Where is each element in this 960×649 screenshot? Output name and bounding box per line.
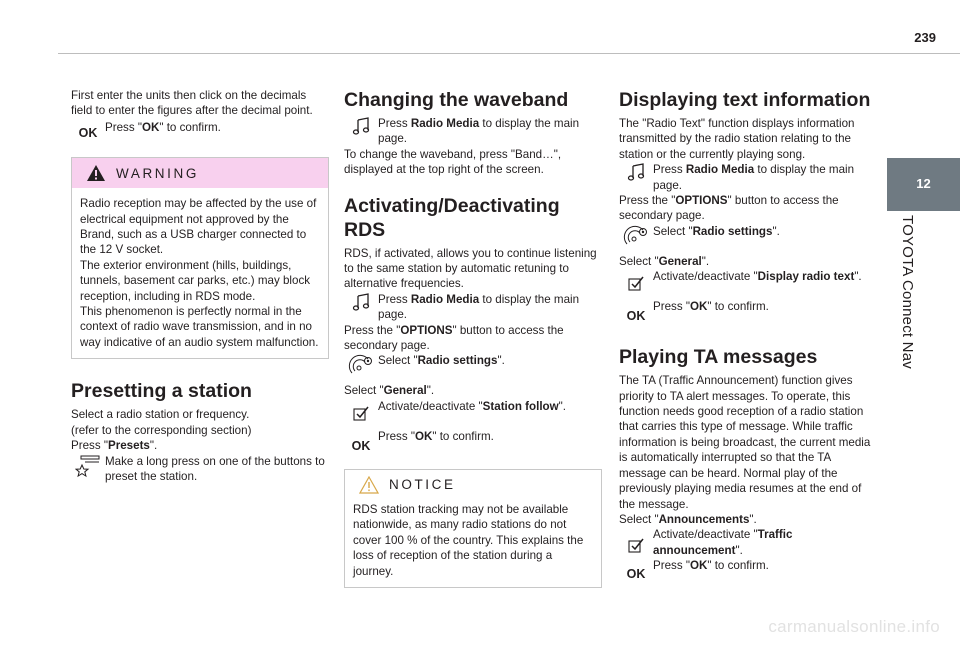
ok-icon: OK <box>78 125 98 140</box>
music-note-icon <box>352 116 370 136</box>
warning-triangle-icon <box>86 164 106 182</box>
preset-step <box>71 454 329 485</box>
presetting-press: Press "Presets". <box>71 439 158 453</box>
text-info-step-media <box>619 162 877 193</box>
waveband-step <box>344 116 602 147</box>
rds-step-settings <box>344 353 602 383</box>
decimal-intro: First enter the units then click on the decimals field to enter the figures after the decimal point. <box>71 89 313 118</box>
warning-box <box>71 157 329 359</box>
ok-step <box>71 120 329 141</box>
notice-header <box>345 470 601 500</box>
rds-ok-instruction: Press "OK" to confirm. <box>378 429 494 443</box>
text-info-step-settings <box>619 224 877 254</box>
text-info-settings-instruction: Select "Radio settings". <box>653 224 780 238</box>
ta-ok-instruction: Press "OK" to confirm. <box>653 559 769 573</box>
ta-toggle-instruction: Activate/deactivate "Traffic announcement". <box>653 528 793 557</box>
page-number: 239 <box>914 30 936 45</box>
radio-settings-icon <box>623 224 649 250</box>
column-3 <box>619 88 877 583</box>
rds-media-instruction: Press Radio Media to display the main page. <box>378 292 580 322</box>
ok-icon: OK <box>626 309 646 324</box>
ta-text: The TA (Traffic Announcement) function gives priority to TA alert messages. To operate, this function needs good reception of a radio station that carries this type of message. While traffic information is being broadcast, the current media is automatically interrupted so that the TA message can be heard. Normal play of the previously playing media resumes at the end of the message. <box>619 374 871 511</box>
radio-settings-icon <box>348 353 374 379</box>
warning-header <box>72 158 328 188</box>
text-info-general: Select "General". <box>619 254 710 268</box>
music-note-icon <box>627 162 645 182</box>
ok-icon: OK <box>626 567 646 582</box>
warning-p1: Radio reception may be affected by the use of electrical equipment not approved by the Brand, such as a USB charger connected to the 12 V socket. <box>80 197 317 257</box>
notice-body <box>345 500 601 587</box>
heading-waveband: Changing the waveband <box>344 89 569 111</box>
warning-p2: The exterior environment (hills, buildings, tunnels, basement car parks, etc.) may block reception, including in RDS mode. <box>80 258 311 303</box>
checkbox-icon <box>628 275 644 291</box>
watermark-footer: carmanualsonline.info <box>768 617 940 636</box>
notice-box <box>344 469 602 588</box>
text-info-step-ok <box>619 299 877 327</box>
text-info-toggle-instruction: Activate/deactivate "Display radio text". <box>653 270 862 284</box>
heading-presetting: Presetting a station <box>71 380 252 403</box>
checkbox-icon <box>628 537 644 553</box>
chapter-number: 12 <box>916 176 931 191</box>
checkbox-icon <box>353 405 369 421</box>
notice-text: RDS station tracking may not be available nationwide, as many radio stations do not cover 100 % of the country. This explains the loss of reception of the station during a journey. <box>353 502 584 578</box>
column-2 <box>344 88 602 588</box>
music-note-icon <box>352 292 370 312</box>
rds-settings-instruction: Select "Radio settings". <box>378 354 505 368</box>
heading-rds: Activating/Deactivating RDS <box>344 194 560 241</box>
warning-body <box>72 188 328 358</box>
warning-label: WARNING <box>116 165 199 181</box>
ta-select: Select "Announcements". <box>619 512 757 526</box>
column-1 <box>71 88 329 484</box>
ok-icon: OK <box>351 438 371 453</box>
rds-general: Select "General". <box>344 384 435 398</box>
presetting-l1: Select a radio station or frequency. <box>71 408 250 422</box>
notice-triangle-icon <box>359 476 379 494</box>
rds-intro: RDS, if activated, allows you to continue listening to the same station by automatic retuning to alternative frequencies. <box>344 246 597 291</box>
rds-options: Press the "OPTIONS" button to access the secondary page. <box>344 323 564 353</box>
rds-toggle-instruction: Activate/deactivate "Station follow". <box>378 399 566 413</box>
text-info-step-toggle <box>619 269 877 299</box>
notice-label: NOTICE <box>389 477 456 493</box>
chapter-title: TOYOTA Connect Nav <box>899 215 916 369</box>
text-info-media-instruction: Press Radio Media to display the main page. <box>653 163 855 192</box>
rds-step-ok <box>344 429 602 457</box>
text-info-ok-instruction: Press "OK" to confirm. <box>653 300 769 314</box>
text-info-options: Press the "OPTIONS" button to access the secondary page. <box>619 194 839 223</box>
waveband-instruction: Press Radio Media to display the main page. <box>378 117 580 146</box>
warning-p3: This phenomenon is perfectly normal in the context of radio wave transmission, and in no way indicative of an audio system malfunction. <box>80 305 319 349</box>
preset-instruction: Make a long press on one of the buttons to preset the station. <box>105 454 325 483</box>
preset-star-icon <box>75 454 101 478</box>
text-info-intro: The "Radio Text" function displays information transmitted by the radio station relating to the station or the currently playing song. <box>619 117 855 161</box>
ok-instruction: Press "OK" to confirm. <box>105 120 221 134</box>
heading-text-info: Displaying text information <box>619 89 871 111</box>
ta-step-toggle <box>619 527 877 558</box>
presetting-l2: (refer to the corresponding section) <box>71 423 252 437</box>
heading-ta: Playing TA messages <box>619 346 818 369</box>
rds-step-toggle <box>344 399 602 429</box>
waveband-text: To change the waveband, press "Band…", displayed at the top right of the screen. <box>344 147 562 177</box>
ta-step-ok <box>619 558 877 582</box>
header-rule <box>58 53 960 54</box>
rds-step-media <box>344 292 602 323</box>
